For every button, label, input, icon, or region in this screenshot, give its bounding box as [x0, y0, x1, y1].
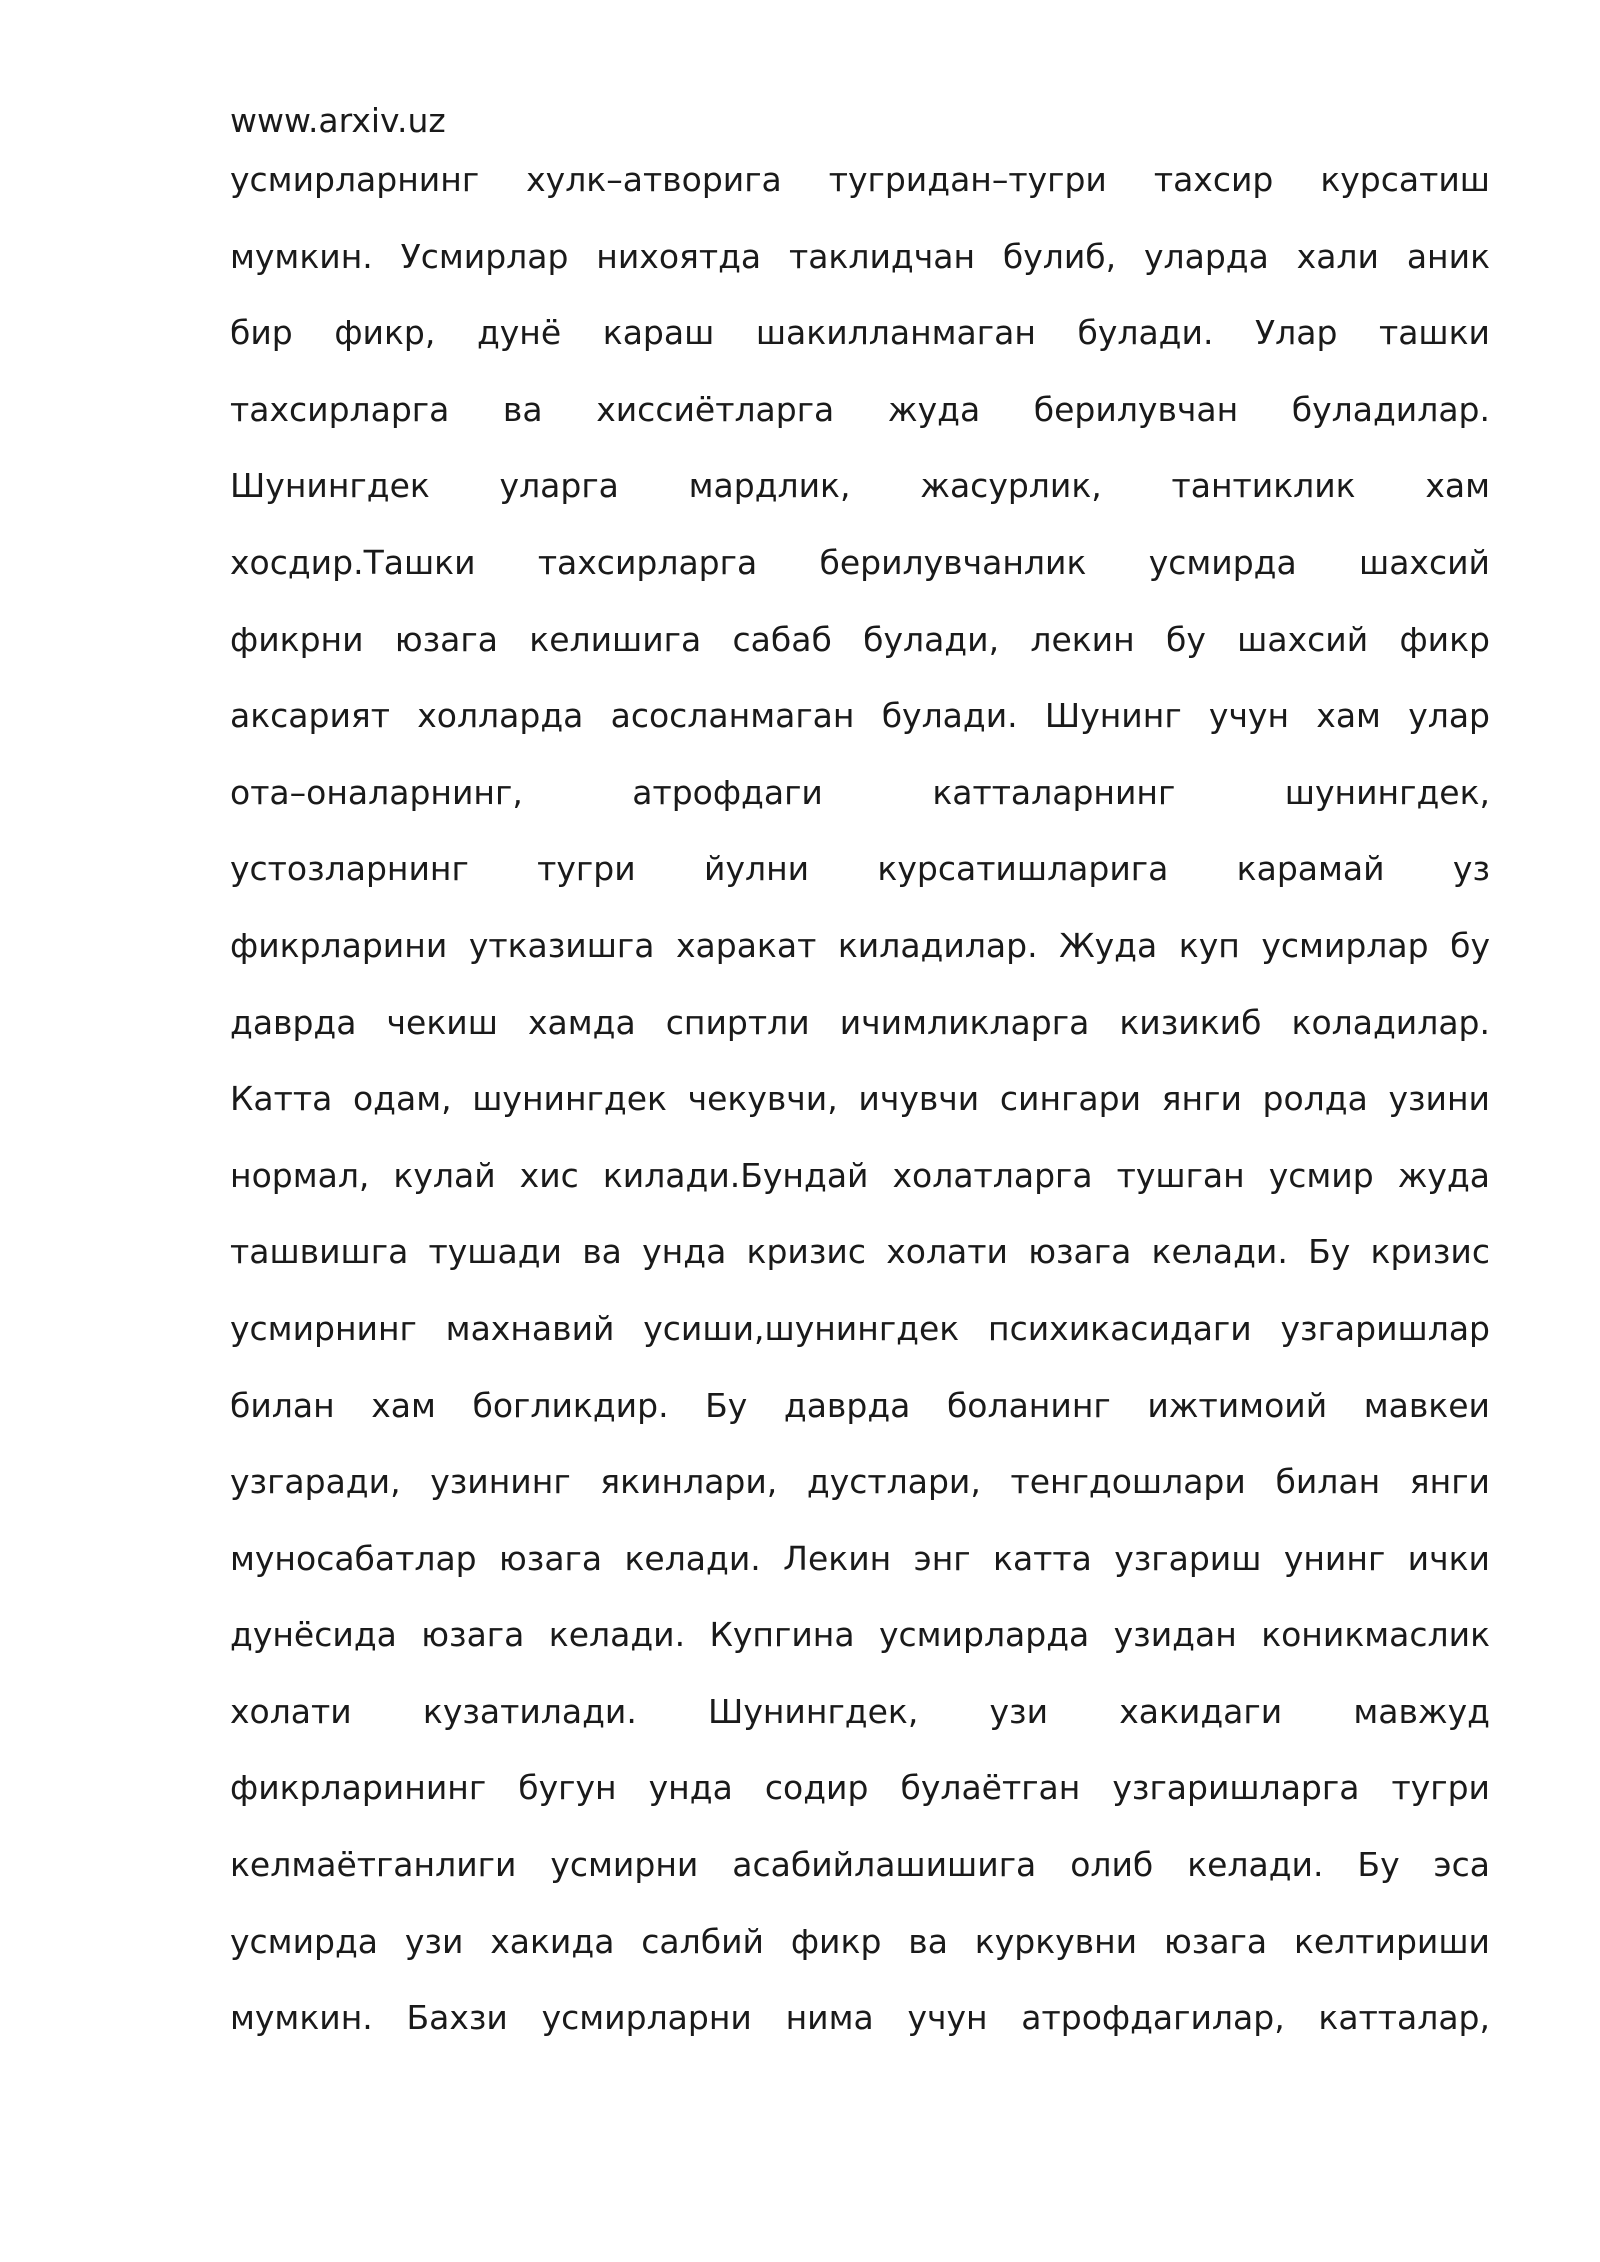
text-line: узгаради, узининг якинлари, дустлари, тенгдошлари билан янги [230, 1462, 1490, 1502]
site-url-header: www.arxiv.uz [230, 101, 446, 140]
body-text [230, 147, 1490, 2062]
text-line: усмирда узи хакида салбий фикр ва куркувни юзага келтириши [230, 1921, 1490, 1961]
text-line: нормал, кулай хис килади.Бундай холатларга тушган усмир жуда [230, 1155, 1490, 1195]
text-line: хосдир.Ташки тахсирларга берилувчанлик усмирда шахсий [230, 542, 1490, 582]
text-line: холати кузатилади. Шунингдек, узи хакидаги мавжуд [230, 1691, 1490, 1731]
text-line: муносабатлар юзага келади. Лекин энг катта узгариш унинг ички [230, 1538, 1490, 1578]
text-line: ота–оналарнинг, атрофдаги катталарнинг шунингдек, [230, 772, 1490, 812]
text-line: келмаётганлиги усмирни асабийлашишига олиб келади. Бу эса [230, 1845, 1490, 1885]
text-line: даврда чекиш хамда спиртли ичимликларга кизикиб коладилар. [230, 1002, 1490, 1042]
text-line: фикрларини утказишга харакат киладилар. Жуда куп усмирлар бу [230, 925, 1490, 965]
text-line: ташвишга тушади ва унда кризис холати юзага келади. Бу кризис [230, 1232, 1490, 1272]
text-line: устозларнинг тугри йулни курсатишларига карамай уз [230, 849, 1490, 889]
text-line: мумкин. Усмирлар нихоятда таклидчан булиб, уларда хали аник [230, 236, 1490, 276]
text-line: усмирнинг махнавий усиши,шунингдек психикасидаги узгаришлар [230, 1308, 1490, 1348]
text-line: Шунингдек уларга мардлик, жасурлик, тантиклик хам [230, 466, 1490, 506]
text-line: фикрни юзага келишига сабаб булади, лекин бу шахсий фикр [230, 619, 1490, 659]
text-line: бир фикр, дунё караш шакилланмаган булади. Улар ташки [230, 313, 1490, 353]
text-line: тахсирларга ва хиссиётларга жуда берилувчан буладилар. [230, 389, 1490, 429]
text-line: усмирларнинг хулк–атворига тугридан–тугри тахсир курсатиш [230, 160, 1490, 199]
text-line: мумкин. Бахзи усмирларни нима учун атрофдагилар, катталар, [230, 1998, 1490, 2038]
text-line: фикрларининг бугун унда содир булаётган узгаришларга тугри [230, 1768, 1490, 1808]
text-line: билан хам богликдир. Бу даврда боланинг ижтимоий мавкеи [230, 1385, 1490, 1425]
text-line: дунёсида юзага келади. Купгина усмирларда узидан коникмаслик [230, 1615, 1490, 1655]
text-line: Катта одам, шунингдек чекувчи, ичувчи сингари янги ролда узини [230, 1079, 1490, 1119]
text-line: аксарият холларда асосланмаган булади. Шунинг учун хам улар [230, 696, 1490, 736]
